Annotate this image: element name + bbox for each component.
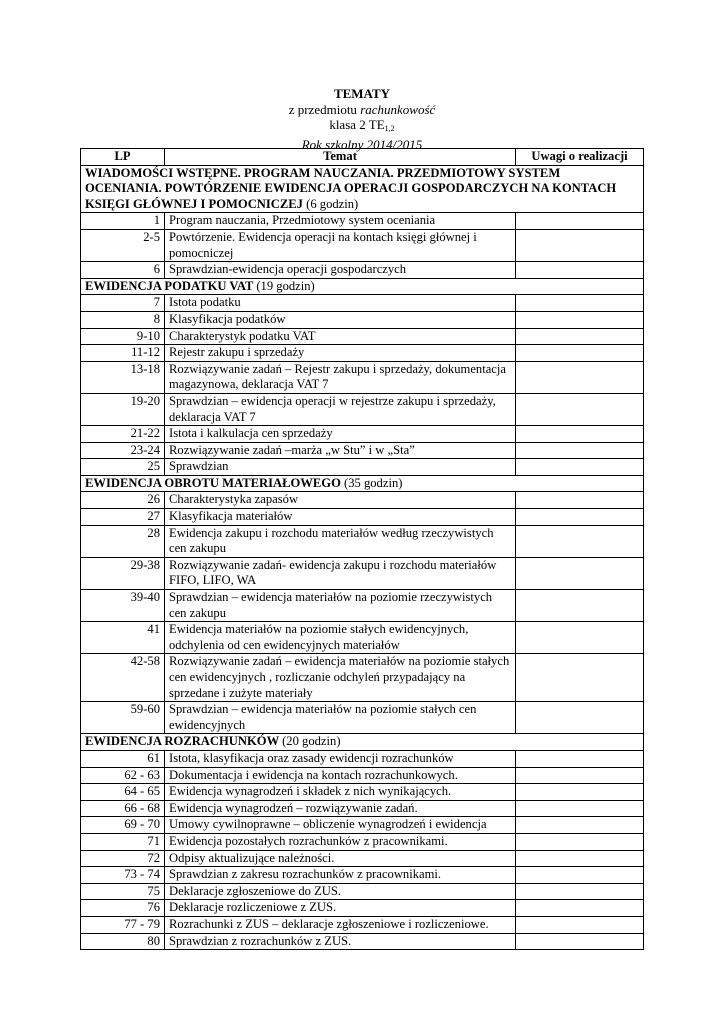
notes-cell	[516, 345, 644, 362]
section-hours: (20 godzin)	[282, 734, 341, 749]
class-subscript: 1,2	[384, 124, 395, 133]
notes-cell	[516, 833, 644, 850]
notes-cell	[516, 654, 644, 702]
notes-cell	[516, 590, 644, 622]
topic-cell: Rozwiązywanie zadań –marża „w Stu” i w „Sta”	[165, 442, 516, 459]
lesson-number-cell: 21-22	[81, 426, 165, 443]
lesson-number-cell: 27	[81, 509, 165, 526]
topic-cell: Klasyfikacja podatków	[165, 311, 516, 328]
section-row	[81, 734, 644, 751]
subject-prefix: z przedmiotu	[288, 101, 361, 117]
table-row	[81, 328, 644, 345]
lesson-number-cell: 1	[81, 213, 165, 230]
section-heading	[81, 734, 644, 751]
section-hours: (35 godzin)	[344, 475, 403, 490]
lesson-number-cell: 26	[81, 492, 165, 509]
table-row	[81, 311, 644, 328]
lesson-number-cell: 62 - 63	[81, 767, 165, 784]
table-body	[81, 165, 644, 950]
topic-cell: Ewidencja pozostałych rozrachunków z pracownikami.	[165, 833, 516, 850]
topic-cell: Sprawdzian	[165, 459, 516, 476]
table-row	[81, 784, 644, 801]
lesson-number-cell: 66 - 68	[81, 800, 165, 817]
lesson-number-cell: 29-38	[81, 557, 165, 589]
class-label: klasa 2 TE	[329, 117, 385, 132]
topic-cell: Ewidencja zakupu i rozchodu materiałów według rzeczywistych cen zakupu	[165, 525, 516, 557]
table-row	[81, 459, 644, 476]
notes-cell	[516, 622, 644, 654]
lesson-number-cell: 39-40	[81, 590, 165, 622]
table-row	[81, 229, 644, 261]
topic-cell: Istota podatku	[165, 295, 516, 312]
table-row	[81, 213, 644, 230]
topic-cell: Dokumentacja i ewidencja na kontach rozrachunkowych.	[165, 767, 516, 784]
section-hours: (19 godzin)	[256, 278, 315, 293]
section-row	[81, 475, 644, 492]
notes-cell	[516, 900, 644, 917]
notes-cell	[516, 557, 644, 589]
table-row	[81, 509, 644, 526]
table-row	[81, 262, 644, 279]
table-row	[81, 800, 644, 817]
section-heading	[81, 278, 644, 295]
notes-cell	[516, 850, 644, 867]
topic-cell: Sprawdzian – ewidencja operacji w rejestrze zakupu i sprzedaży, deklaracja VAT 7	[165, 393, 516, 425]
topic-cell: Umowy cywilnoprawne – obliczenie wynagrodzeń i ewidencja	[165, 817, 516, 834]
lesson-number-cell: 2-5	[81, 229, 165, 261]
notes-cell	[516, 916, 644, 933]
notes-cell	[516, 817, 644, 834]
topic-cell: Rozrachunki z ZUS – deklaracje zgłoszeniowe i rozliczeniowe.	[165, 916, 516, 933]
table-row	[81, 295, 644, 312]
notes-cell	[516, 229, 644, 261]
column-header-lp: LP	[81, 149, 165, 166]
notes-cell	[516, 525, 644, 557]
notes-cell	[516, 295, 644, 312]
topic-cell: Sprawdzian z rozrachunków z ZUS.	[165, 933, 516, 950]
notes-cell	[516, 492, 644, 509]
lesson-number-cell: 13-18	[81, 361, 165, 393]
section-title: EWIDENCJA ROZRACHUNKÓW	[85, 734, 279, 749]
column-header-topic: Temat	[165, 149, 516, 166]
column-header-notes: Uwagi o realizacji	[516, 149, 644, 166]
topic-cell: Rejestr zakupu i sprzedaży	[165, 345, 516, 362]
notes-cell	[516, 442, 644, 459]
lesson-number-cell: 73 - 74	[81, 867, 165, 884]
notes-cell	[516, 800, 644, 817]
topic-cell: Istota i kalkulacja cen sprzedaży	[165, 426, 516, 443]
topic-cell: Charakterystyk podatku VAT	[165, 328, 516, 345]
notes-cell	[516, 767, 644, 784]
lesson-number-cell: 69 - 70	[81, 817, 165, 834]
lesson-number-cell: 72	[81, 850, 165, 867]
table-row	[81, 525, 644, 557]
table-row	[81, 916, 644, 933]
section-title: WIADOMOŚCI WSTĘPNE. PROGRAM NAUCZANIA. PRZEDMIOTOWY SYSTEM OCENIANIA. POWTÓRZENIE EWIDENCJA OPERACJI GOSPODARCZYCH NA KONTACH KSIĘGI GŁÓWNEJ I POMOCNICZEJ	[85, 165, 617, 211]
topic-cell: Ewidencja materiałów na poziomie stałych ewidencyjnych, odchylenia od cen ewidencyjnych materiałów	[165, 622, 516, 654]
lesson-number-cell: 76	[81, 900, 165, 917]
table-row	[81, 557, 644, 589]
section-title: EWIDENCJA PODATKU VAT	[85, 278, 254, 293]
lesson-number-cell: 59-60	[81, 702, 165, 734]
lesson-number-cell: 64 - 65	[81, 784, 165, 801]
section-heading	[81, 475, 644, 492]
notes-cell	[516, 509, 644, 526]
topic-cell: Deklaracje zgłoszeniowe do ZUS.	[165, 883, 516, 900]
lesson-number-cell: 6	[81, 262, 165, 279]
notes-cell	[516, 426, 644, 443]
table-row	[81, 933, 644, 950]
lesson-number-cell: 80	[81, 933, 165, 950]
topic-cell: Deklaracje rozliczeniowe z ZUS.	[165, 900, 516, 917]
notes-cell	[516, 311, 644, 328]
topic-cell: Ewidencja wynagrodzeń i składek z nich wynikających.	[165, 784, 516, 801]
section-heading	[81, 165, 644, 213]
lesson-number-cell: 28	[81, 525, 165, 557]
topic-cell: Odpisy aktualizujące należności.	[165, 850, 516, 867]
lesson-number-cell: 42-58	[81, 654, 165, 702]
class-line	[0, 117, 724, 137]
notes-cell	[516, 867, 644, 884]
subject-name: rachunkowość	[360, 101, 436, 117]
section-hours: (6 godzin)	[306, 196, 359, 211]
table-row	[81, 767, 644, 784]
subject-line	[0, 102, 724, 118]
lesson-number-cell: 61	[81, 750, 165, 767]
topic-cell: Program nauczania, Przedmiotowy system oceniania	[165, 213, 516, 230]
lesson-number-cell: 23-24	[81, 442, 165, 459]
table-row	[81, 442, 644, 459]
table-row	[81, 361, 644, 393]
topic-cell: Sprawdzian-ewidencja operacji gospodarczych	[165, 262, 516, 279]
notes-cell	[516, 883, 644, 900]
lesson-number-cell: 25	[81, 459, 165, 476]
table-row	[81, 590, 644, 622]
topic-cell: Klasyfikacja materiałów	[165, 509, 516, 526]
topic-cell: Rozwiązywanie zadań – ewidencja materiałów na poziomie stałych cen ewidencyjnych , rozliczanie odchyleń przypadający na sprzedane i zużyte materiały	[165, 654, 516, 702]
topic-cell: Powtórzenie. Ewidencja operacji na kontach księgi głównej i pomocniczej	[165, 229, 516, 261]
table-row	[81, 750, 644, 767]
notes-cell	[516, 702, 644, 734]
table-row	[81, 654, 644, 702]
lesson-number-cell: 11-12	[81, 345, 165, 362]
table-row	[81, 345, 644, 362]
lesson-number-cell: 75	[81, 883, 165, 900]
topic-cell: Istota, klasyfikacja oraz zasady ewidencji rozrachunków	[165, 750, 516, 767]
lesson-number-cell: 71	[81, 833, 165, 850]
notes-cell	[516, 361, 644, 393]
notes-cell	[516, 784, 644, 801]
table-row	[81, 426, 644, 443]
table-row	[81, 492, 644, 509]
table-row	[81, 850, 644, 867]
topic-cell: Sprawdzian – ewidencja materiałów na poziomie stałych cen ewidencyjnych	[165, 702, 516, 734]
document-header	[0, 86, 724, 152]
lesson-number-cell: 8	[81, 311, 165, 328]
notes-cell	[516, 750, 644, 767]
topic-cell: Charakterystyka zapasów	[165, 492, 516, 509]
notes-cell	[516, 393, 644, 425]
table-row	[81, 833, 644, 850]
topic-cell: Sprawdzian – ewidencja materiałów na poziomie rzeczywistych cen zakupu	[165, 590, 516, 622]
section-title: EWIDENCJA OBROTU MATERIAŁOWEGO	[85, 475, 341, 490]
notes-cell	[516, 459, 644, 476]
table-row	[81, 702, 644, 734]
section-row	[81, 165, 644, 213]
lesson-number-cell: 19-20	[81, 393, 165, 425]
table-row	[81, 622, 644, 654]
table-header-row	[81, 149, 644, 166]
lesson-number-cell: 9-10	[81, 328, 165, 345]
table-row	[81, 393, 644, 425]
table-row	[81, 900, 644, 917]
table-row	[81, 883, 644, 900]
lesson-number-cell: 41	[81, 622, 165, 654]
school-year: Rok szkolny 2014/2015	[301, 136, 423, 152]
table-row	[81, 817, 644, 834]
lesson-number-cell: 77 - 79	[81, 916, 165, 933]
notes-cell	[516, 328, 644, 345]
section-row	[81, 278, 644, 295]
document-title: TEMATY	[333, 86, 391, 101]
notes-cell	[516, 262, 644, 279]
lesson-number-cell: 7	[81, 295, 165, 312]
topic-cell: Sprawdzian z zakresu rozrachunków z pracownikami.	[165, 867, 516, 884]
topics-table	[80, 148, 644, 950]
notes-cell	[516, 213, 644, 230]
table-row	[81, 867, 644, 884]
topic-cell: Rozwiązywanie zadań – Rejestr zakupu i sprzedaży, dokumentacja magazynowa, deklaracja VAT 7	[165, 361, 516, 393]
topic-cell: Rozwiązywanie zadań- ewidencja zakupu i rozchodu materiałów FIFO, LIFO, WA	[165, 557, 516, 589]
notes-cell	[516, 933, 644, 950]
topic-cell: Ewidencja wynagrodzeń – rozwiązywanie zadań.	[165, 800, 516, 817]
